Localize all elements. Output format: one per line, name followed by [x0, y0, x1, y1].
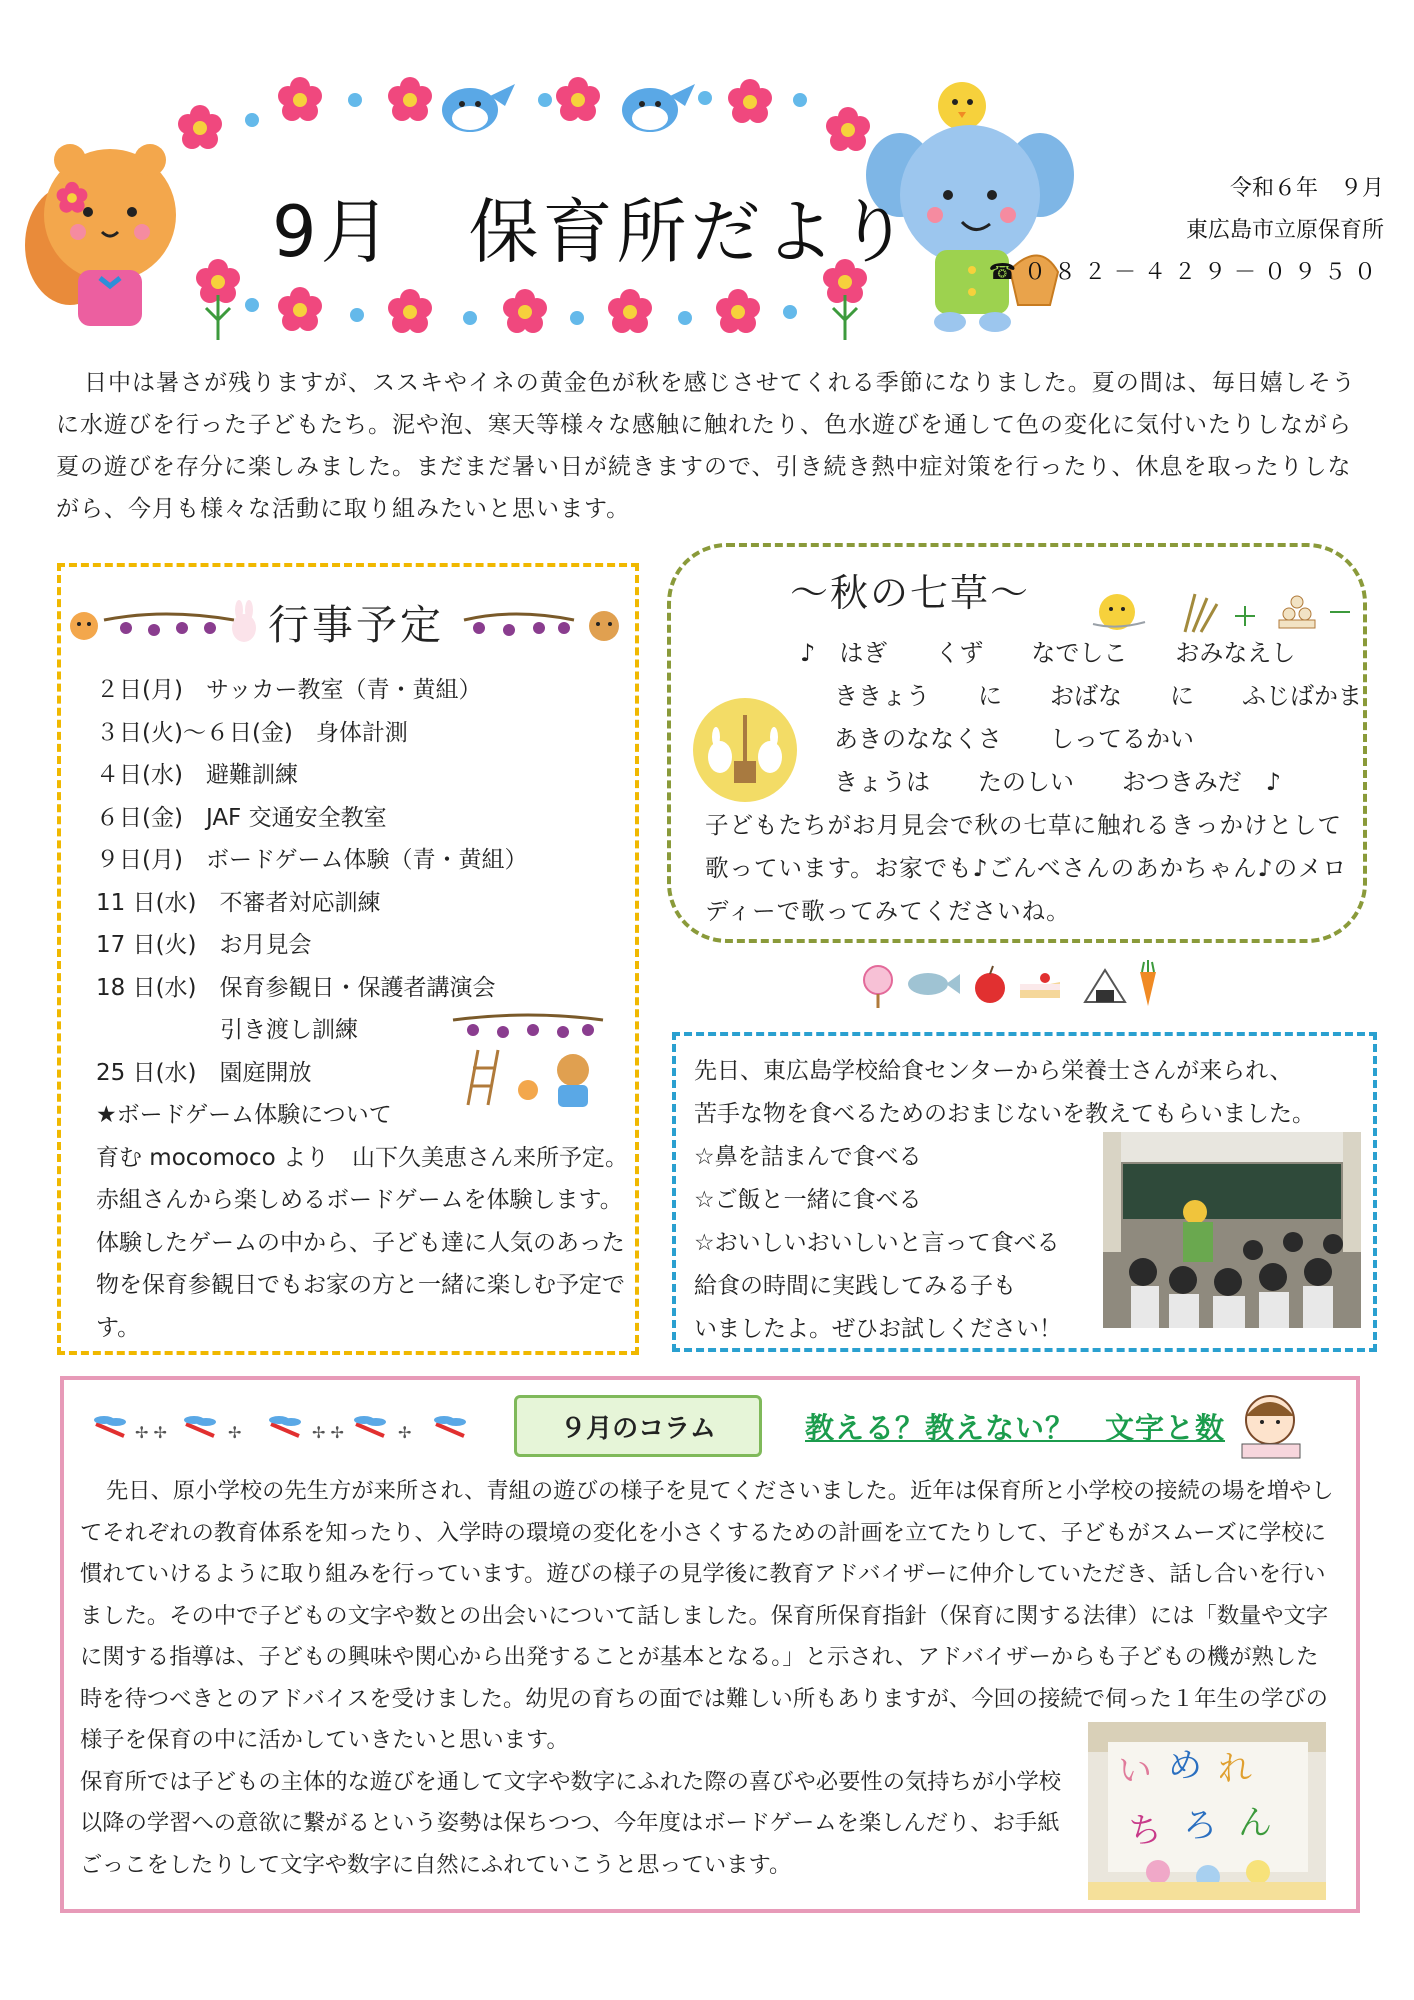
dragonfly-icon: [184, 1416, 216, 1436]
svg-text:✢ ✢: ✢ ✢: [312, 1423, 344, 1442]
header-meta: [989, 168, 1384, 294]
event-item: 11 日(水) 不審者対応訓練: [96, 889, 381, 916]
column-tab-label: ９月のコラム: [514, 1395, 762, 1457]
bear-icon: [589, 611, 619, 641]
column-paragraph: 保育所では子どもの主体的な遊びを通して文字や数字にふれた際の喜びや必要性の気持ちが小学校以降の学習への意欲に繋がるという姿勢は保ちつつ、今年度はボードゲームを楽しんだり、お手紙ごっこをしたりして文字や数字に自然にふれていこうと思っています。: [80, 1768, 1062, 1878]
lunch-line: いましたよ。ぜひお試しください！: [694, 1316, 1062, 1342]
event-item: ３日(火)～６日(金) 身体計測: [96, 719, 408, 746]
cosmos-flower-icon: [388, 289, 432, 333]
lollipop-icon: [864, 966, 892, 1008]
carrot-icon: [1140, 960, 1156, 1006]
svg-text:✢: ✢: [228, 1423, 242, 1442]
event-item: 引き渡し訓練: [220, 1017, 358, 1043]
dragonfly-icon: [94, 1416, 126, 1436]
nanakusa-title: ～秋の七草～: [790, 571, 1031, 615]
event-item: 17 日(火) お月見会: [96, 932, 312, 958]
cosmos-flower-icon: [278, 77, 322, 121]
event-item: ４日(水) 避難訓練: [96, 762, 298, 788]
svg-text:い: い: [1118, 1751, 1152, 1791]
cosmos-flower-icon: [826, 107, 870, 151]
letters-artwork-photo: [1088, 1722, 1326, 1900]
cosmos-flower-icon: [278, 287, 322, 331]
bird-icon: [622, 84, 695, 132]
event-item: ９日(月) ボードゲーム体験（青・黄組）: [96, 847, 528, 873]
food-icons-row: [860, 960, 1170, 1010]
board-game-note-body: 育む mocomoco より 山下久美恵さん来所予定。赤組さんから楽しめるボードゲームを体験します。体験したゲームの中から、子ども達に人気のあった物を保育参観日でもお家の方と一緒に楽しむ予定です。: [96, 1144, 629, 1341]
board-game-note-title: ★ボードゲーム体験について: [96, 1102, 392, 1128]
events-list: [96, 669, 636, 1349]
event-item: 25 日(水) 園庭開放: [96, 1059, 312, 1086]
cosmos-flower-icon: [178, 105, 222, 149]
organization-name: 東広島市立原保育所: [1185, 218, 1384, 243]
nanakusa-song: [800, 632, 1362, 804]
child-writing-icon: [1232, 1388, 1310, 1464]
svg-text:ち: ち: [1128, 1811, 1162, 1851]
dragonfly-icon: [354, 1416, 386, 1436]
intro-paragraph: 日中は暑さが残りますが、ススキやイネの黄金色が秋を感じさせてくれる季節になりました。夏の間は、毎日嬉しそうに水遊びを行った子どもたち。泥や泡、寒天等様々な感触に触れたり、色水遊びを通して色の変化に気付いたりしながら夏の遊びを存分に楽しみました。まだまだ暑い日が続きますので、引き続き熱中症対策を行ったり、休息を取ったりしながら、今月も様々な活動に取り組みたいと思います。: [56, 370, 1356, 522]
lunch-line: 給食の時間に実践してみる子も: [694, 1273, 1016, 1299]
lunch-line: ☆ご飯と一緒に食べる: [694, 1187, 922, 1213]
song-line: ききょう に おばな に ふじばかま: [834, 682, 1362, 710]
song-line: きょうは たのしい おつきみだ ♪: [834, 768, 1282, 796]
moon-viewing-decoration: [1075, 588, 1355, 638]
events-title: 行事予定: [268, 601, 444, 649]
cosmos-flower-icon: [728, 79, 772, 123]
rabbit-icon: [232, 600, 256, 642]
svg-text:め: め: [1168, 1746, 1202, 1786]
onigiri-icon: [1085, 970, 1125, 1002]
squirrel-character-icon: [25, 144, 176, 326]
phone-number: ☎０８２－４２９－０９５０: [988, 260, 1384, 285]
event-item: ６日(金) JAF 交通安全教室: [96, 804, 387, 831]
lunch-line: ☆鼻を詰まんで食べる: [694, 1144, 922, 1170]
svg-text:れ: れ: [1218, 1749, 1252, 1789]
column-heading: 教える？教えない？ 文字と数: [805, 1411, 1226, 1445]
lunch-line: 先日、東広島学校給食センターから栄養士さんが来られ、: [694, 1058, 1293, 1084]
apple-icon: [975, 966, 1005, 1003]
event-item: ２日(月) サッカー教室（青・黄組）: [96, 677, 482, 703]
svg-text:✢ ✢: ✢ ✢: [135, 1423, 167, 1442]
svg-text:ろ: ろ: [1183, 1806, 1217, 1846]
svg-text:ん: ん: [1238, 1803, 1272, 1843]
dragonfly-icon: [269, 1416, 301, 1436]
moon-rabbit-illustration: [690, 695, 800, 805]
column-paragraph: 先日、原小学校の先生方が来所され、青組の遊びの様子を見てくださいました。近年は保育所と小学校の接続の場を増やしてそれぞれの教育体系を知ったり、入学時の環境の変化を小さくするための計画を立てたりして、子どもがスムーズに学校に慣れていけるように取り組みを行っています。遊びの様子の見学後に教育アドバイザーに仲介していただき、話し合いを行いました。その中で子どもの文字や数との出会いについて話しました。保育所保育指針（保育に関する法律）には「数量や文字に関する指導は、子どもの興味や関心から出発することが基本となる。」と示され、アドバイザーからも子どもの機が熟した時を待つべきとのアドバイスを受けました。幼児の育ちの面では難しい所もありますが、今回の接続で伺った１年生の学びの様子を保育の中に活かしていきたいと思います。: [80, 1478, 1334, 1753]
nanakusa-text: 子どもたちがお月見会で秋の七草に触れるきっかけとして歌っています。お家でも♪ごんべさんのあかちゃん♪のメロディーで歌ってみてくださいね。: [705, 811, 1348, 925]
grape-harvest-illustration: [448, 1010, 608, 1110]
song-line: ♪ はぎ くず なでしこ おみなえし: [800, 639, 1296, 667]
cosmos-flower-icon: [388, 77, 432, 121]
dragonfly-decoration: [90, 1408, 480, 1454]
bird-icon: [442, 84, 515, 132]
lunch-line: ☆おいしいおいしいと言って食べる: [694, 1230, 1060, 1256]
cosmos-flower-icon: [503, 289, 547, 333]
song-line: あきのななくさ しってるかい: [834, 725, 1194, 753]
cake-icon: [1020, 973, 1060, 998]
svg-text:✢: ✢: [398, 1423, 412, 1442]
fish-icon: [908, 973, 960, 995]
issue-date: 令和６年 ９月: [1229, 176, 1384, 201]
page-title: 9月 保育所だより: [272, 191, 913, 273]
event-item: 18 日(水) 保育参観日・保護者講演会: [96, 974, 496, 1001]
cosmos-flower-icon: [608, 289, 652, 333]
cosmos-flower-icon: [556, 77, 600, 121]
lunch-line: 苦手な物を食べるためのおまじないを教えてもらいました。: [694, 1101, 1315, 1127]
dragonfly-icon: [434, 1416, 466, 1436]
cosmos-flower-icon: [716, 289, 760, 333]
squirrel-icon: [70, 612, 98, 640]
classroom-photo: [1103, 1132, 1361, 1328]
